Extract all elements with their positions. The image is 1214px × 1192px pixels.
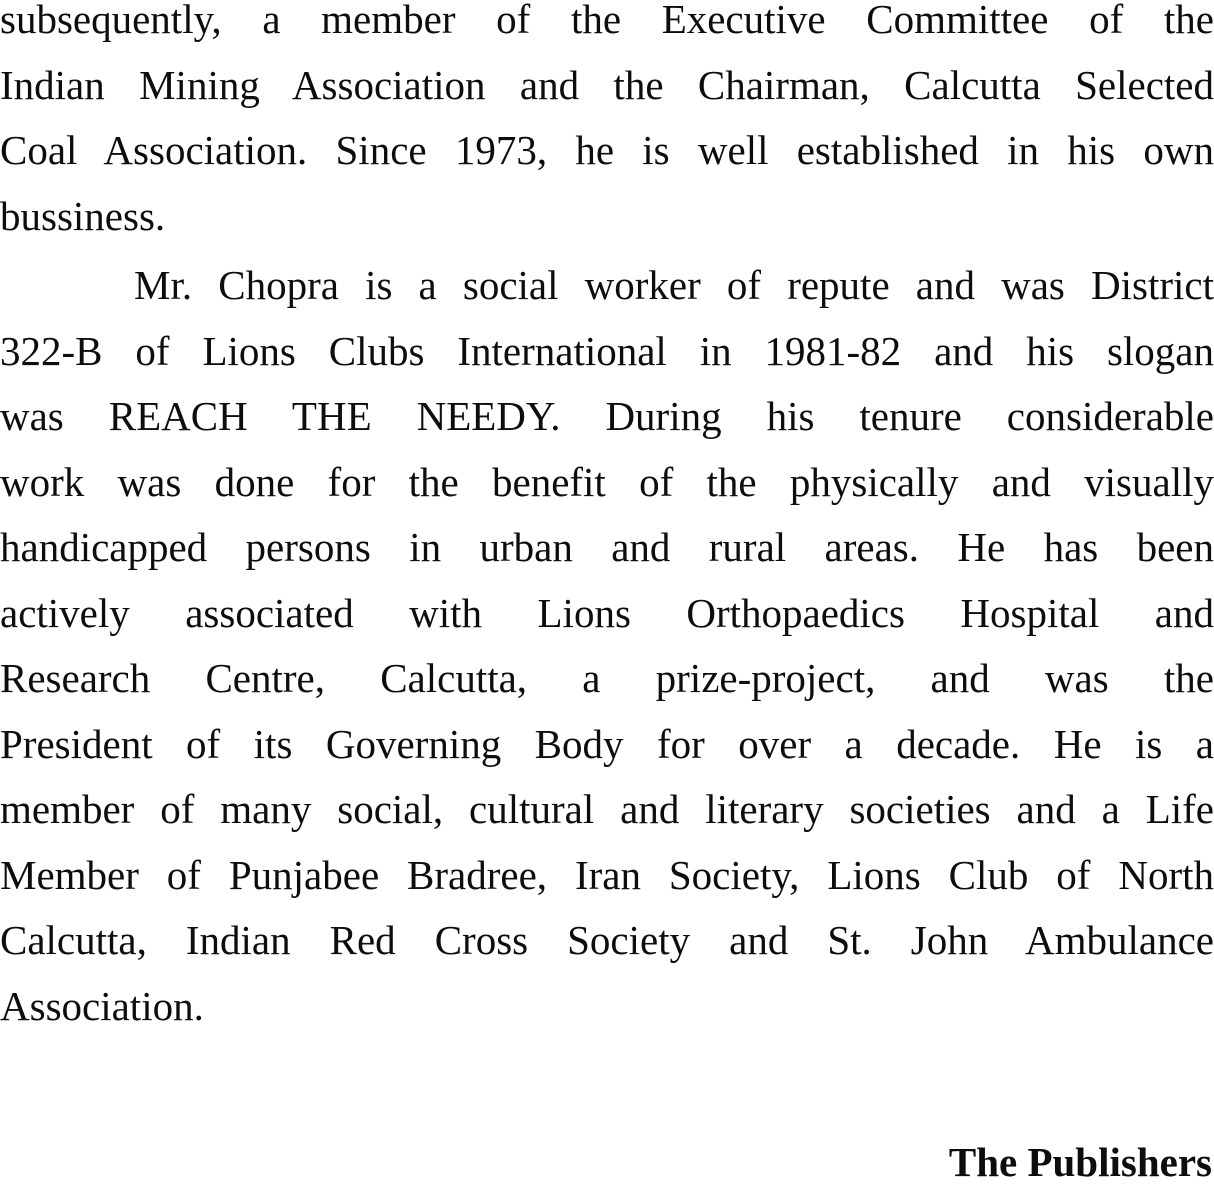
text-line: was REACH THE NEEDY. During his tenure considerable — [0, 393, 1214, 439]
text-line: actively associated with Lions Orthopaedics Hospital and — [0, 589, 1214, 636]
text-line: President of its Governing Body for over a decade. He is a — [0, 720, 1214, 767]
text-line: bussiness. — [0, 192, 166, 239]
text-line: Coal Association. Since 1973, he is well established in his own — [0, 127, 1214, 173]
signature-publishers: The Publishers — [948, 1139, 1212, 1185]
text-line: Mr. Chopra is a social worker of repute and was District — [134, 262, 1214, 308]
text-line: Indian Mining Association and the Chairman, Calcutta Selected — [0, 61, 1214, 108]
text-line: handicapped persons in urban and rural areas. He has been — [0, 524, 1214, 570]
text-line: Research Centre, Calcutta, a prize-project, and was the — [0, 655, 1214, 701]
text-line: Member of Punjabee Bradree, Iran Society, Lions Club of North — [0, 851, 1214, 898]
text-line: member of many social, cultural and literary societies and a Life — [0, 786, 1214, 832]
text-line: Calcutta, Indian Red Cross Society and St. John Ambulance — [0, 917, 1214, 963]
text-line: work was done for the benefit of the physically and visually — [0, 458, 1214, 505]
text-line: 322-B of Lions Clubs International in 1981-82 and his slogan — [0, 327, 1214, 374]
paragraph-business-career — [0, 0, 1214, 249]
text-line: Association. — [0, 982, 204, 1029]
text-line: subsequently, a member of the Executive Committee of the — [0, 0, 1214, 42]
paragraph-social-work — [0, 253, 1214, 1039]
